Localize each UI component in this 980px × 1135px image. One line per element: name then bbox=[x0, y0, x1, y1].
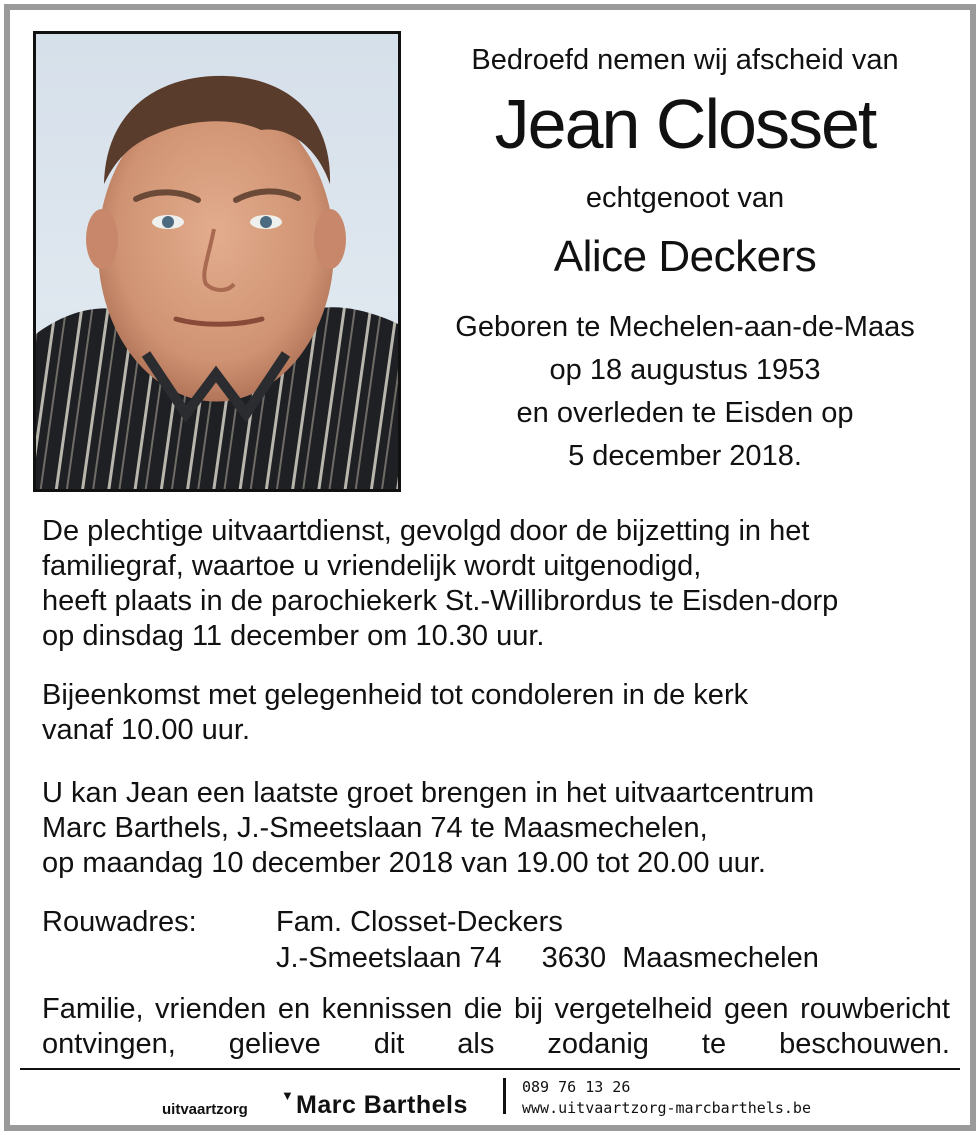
death-line: en overleden te Eisden op bbox=[516, 397, 854, 429]
funeral-line: familiegraf, waartoe u vriendelijk wordt uitgenodigd, bbox=[42, 550, 702, 582]
death-date-line: 5 december 2018. bbox=[568, 440, 802, 472]
birth-line: Geboren te Mechelen-aan-de-Maas bbox=[455, 311, 915, 343]
contact-phone: 089 76 13 26 bbox=[522, 1078, 631, 1096]
closing-paragraph: Familie, vrienden en kennissen die bij vergetelheid geen rouwbericht ontvingen, gelieve dit als zodanig te beschouwen. bbox=[42, 993, 950, 1060]
obituary-card bbox=[4, 4, 976, 1131]
address-zip: 3630 bbox=[541, 942, 607, 974]
funeral-line: heeft plaats in de parochiekerk St.-Willibrordus te Eisden-dorp bbox=[42, 585, 839, 617]
spouse-name: Alice Deckers bbox=[553, 232, 817, 281]
funeral-line: De plechtige uitvaartdienst, gevolgd door de bijzetting in het bbox=[42, 515, 810, 547]
brand-prefix: uitvaartzorg bbox=[162, 1101, 248, 1118]
spouse-label: echtgenoot van bbox=[585, 182, 785, 214]
gathering-line: vanaf 10.00 uur. bbox=[42, 714, 250, 746]
address-street: J.-Smeetslaan 74 bbox=[276, 942, 502, 974]
farewell-line: op maandag 10 december 2018 van 19.00 tot 20.00 uur. bbox=[42, 847, 766, 879]
address-value bbox=[276, 904, 819, 976]
contact-website[interactable]: www.uitvaartzorg-marcbarthels.be bbox=[522, 1099, 811, 1117]
farewell-line: Marc Barthels, J.-Smeetslaan 74 te Maasmechelen, bbox=[42, 812, 708, 844]
funeral-line: op dinsdag 11 december om 10.30 uur. bbox=[42, 620, 545, 652]
footer-separator bbox=[503, 1078, 506, 1114]
brand-name: Marc Barthels bbox=[296, 1091, 468, 1119]
farewell-paragraph bbox=[42, 776, 950, 881]
address-street-line bbox=[276, 940, 819, 976]
funeral-paragraph bbox=[42, 514, 950, 654]
birth-death-info bbox=[405, 306, 965, 478]
gathering-paragraph bbox=[42, 678, 950, 748]
portrait-photo bbox=[33, 31, 401, 492]
intro-text: Bedroefd nemen wij afscheid van bbox=[471, 44, 899, 76]
footer-divider bbox=[20, 1068, 960, 1070]
gathering-line: Bijeenkomst met gelegenheid tot condoleren in de kerk bbox=[42, 679, 749, 711]
deceased-name: Jean Closset bbox=[494, 85, 876, 163]
triangle-down-icon: ▼ bbox=[281, 1088, 294, 1103]
footer bbox=[10, 1074, 970, 1120]
farewell-line: U kan Jean een laatste groet brengen in het uitvaartcentrum bbox=[42, 777, 815, 809]
address-family: Fam. Closset-Deckers bbox=[276, 906, 563, 938]
address-city: Maasmechelen bbox=[622, 942, 819, 974]
address-label: Rouwadres: bbox=[42, 906, 197, 938]
birth-date-line: op 18 augustus 1953 bbox=[549, 354, 821, 386]
portrait-illustration bbox=[36, 34, 398, 489]
